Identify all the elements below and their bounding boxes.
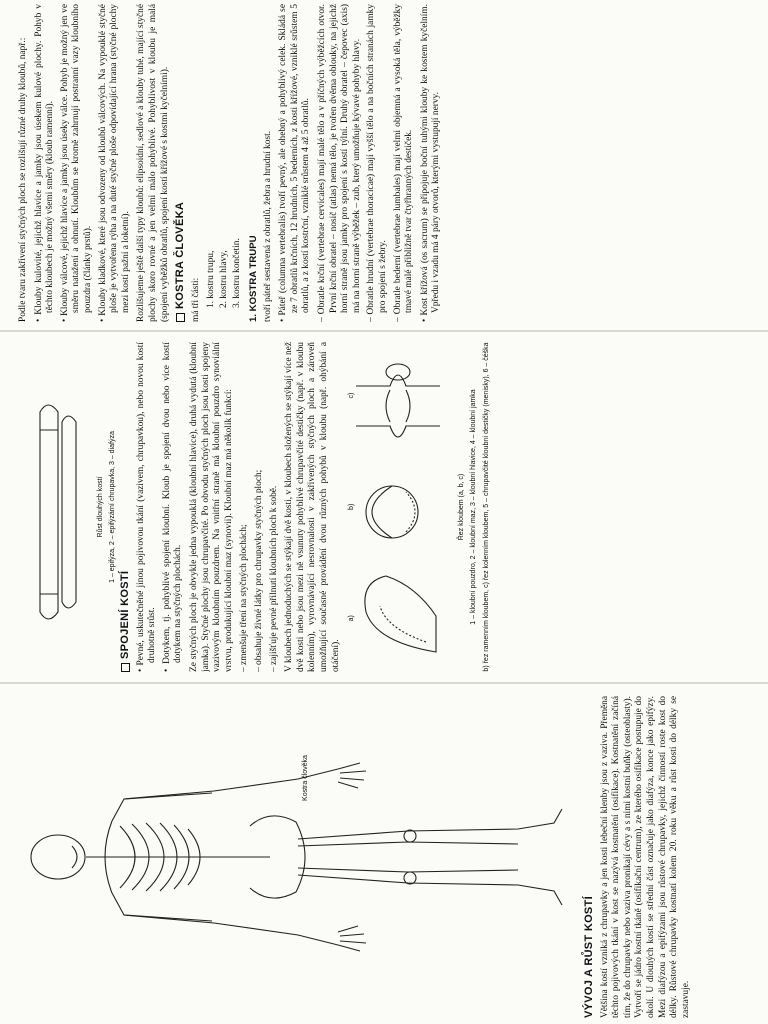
vertebrae-list — [317, 4, 416, 322]
connection-type-item: • Pevné, uskutečněné jinou pojivovou tkání (vazivem, chrupavkou), nebo novou kostí druhotně srůst. — [136, 342, 159, 672]
page-fold-line — [0, 682, 768, 684]
joint-types-list — [34, 4, 133, 322]
joint-types-intro: Podle tvaru zakřivení styčných ploch se rozlišují různé druhy kloubů, např.: — [18, 37, 28, 322]
synovia-function-item: – obsahuje živné látky pro chrupavky styčných ploch; — [254, 342, 266, 672]
bone-growth-caption-title: Růst dlouhých kostí — [96, 476, 104, 538]
section-heading-bone-growth: VÝVOJ A RŮST KOSTÍ — [583, 896, 595, 1018]
joint-caption-extra: b) řez ramenním kloubem, c) řez kolenním kloubem, 5 – chrupavčité kloubní destičky (menisky), 6 – čéška — [482, 342, 490, 672]
vertebra-item: – Obratle krční (vertebrae cervicales) mají malé tělo a v příčných výběžcích otvor. První krční obratel – nosič (atlas) nemá tělo, je tvořen dvěma oblouky, na jejichž horní straně jsou jamky pro spojení s kostí týlní. Druhý obratel – čepovec (axis) má na horní straně výběžek – zub, který umožňuje kývavé pohyby hlavy. — [317, 4, 363, 322]
joint-type-item: • Klouby kulovité, jejichž hlavice a jamky jsou úsekem kulové plochy. Pohyb v těchto kloubech je možný všemi směry (kloub ramenní). — [34, 4, 57, 322]
vertebra-item: – Obratle hrudní (vertebrae thoracicae) mají vyšší tělo a na bočních stranách jamky pro spojení s žebry. — [366, 4, 389, 322]
bone-growth-paragraph: Většina kostí vzniká z chrupavky a jen kosti lebeční klenby jsou z vaziva. Přeměna těchto pojivových tkání v kost se nazývá kostnatění (osifikace). Kostnatění začíná tím, že do chrupavky nebo vaziva pronikají cévy a s nimi kostní buňky (osteoblasty). Vytvoří se jádro kostní tkáně (osifikační centrum), ze kterého osifikace postupuje do okolí. U dlouhých kostí se střední část označuje jako diafýza, konce jako epifýzy. Mezi diafýzou a epifýzami jsou růstové chrupavky, jejichž činností roste kost do délky. Růstové chrupavky kostnatí kolem 20. roku věku a růst kosti do délky se zastavuje. — [599, 696, 691, 1018]
long-bone-growth-figure — [20, 342, 116, 672]
connection-type-item: • Dotykem, tj. pohyblivé spojení kloubní. Kloub je spojení dvou nebo více kostí dotykem na styčných plochách. — [162, 342, 185, 672]
joint-structure-paragraph: Ze styčných ploch je obvykle jedna vypouklá (kloubní hlavice), druhá vydutá (kloubní jamka). Styčné plochy jsou chrupavčité. Po obvodu styčných ploch jsou kosti spojeny vazivovým kloubním pouzdrem. Na vnitřní straně má kloubní pouzdro synoviální vrstvu, produkující kloubní maz (synovii). Kloubní maz má několik funkcí: — [188, 342, 234, 672]
sacrum-list — [420, 4, 443, 322]
human-skeleton-drawing — [20, 696, 580, 1018]
synovia-functions-list — [239, 342, 280, 672]
joint-type-item: • Klouby kladkové, které jsou odvozeny od kloubů válcových. Na vypouklé styčné ploše je vytvořena rýha a na duté styčné ploše odpovídající hrana (styčné plochy mezi kostí pažní a loketní). — [98, 4, 133, 322]
synovia-function-item: – zmenšuje tření na styčných plochách; — [239, 342, 251, 672]
section-heading-bone-joints — [120, 342, 132, 672]
vertebra-item: – Obratle bederní (vertebrae lumbales) mají velmi objemná a vysoká těla, výběžky tmavé malé přibližně tvar čtyřhranných destiček. — [393, 4, 416, 322]
column-skeleton-growth — [18, 696, 758, 1018]
skeleton-part-item: 2. kostru hlavy, — [218, 250, 229, 308]
section-heading-text: SPOJENÍ KOSTÍ — [119, 570, 131, 659]
spine-item: • Páteř (columna vertebralis) tvoří pevný, ale ohebný a pohyblivý celek. Skládá se ze 7 obratlů krčních, 12 hrudních, 5 bederních, z kosti křížové, vzniklé srůstem 5 obratlů, a z kostí kostrční, vzniklé srůstem 4 až 5 obratlů. — [278, 4, 313, 322]
skeleton-part-item: 3. kostru končetin. — [231, 238, 242, 308]
subheading-trunk-skeleton: 1. KOSTRA TRUPU — [248, 235, 260, 322]
checkbox-square-icon — [121, 663, 130, 672]
section-heading-text: KOSTRA ČLOVĚKA — [174, 201, 187, 309]
skeleton-parts-intro: má tři části: — [190, 277, 201, 322]
section-heading-human-skeleton — [175, 4, 187, 322]
joint-caption-parts: 1 – kloubní pouzdro, 2 – kloubní maz, 3 – kloubní hlavice, 4 – kloubní jamka — [470, 389, 478, 625]
spine-list — [278, 4, 313, 322]
skeleton-part-item: 1. kostru trupu, — [206, 250, 217, 308]
joint-complexity-paragraph: V kloubech jednoduchých se stýkají dvě kosti, v kloubech složených se stýkají více než dvě kosti nebo jsou mezi ně vsunuty pohyblivé chrupavčité destičky (např. v kloubu kolenním), vyrovnávající nesrovnalosti v zakřivených styčných ploch a zároveň umožňující současné provádění dvou různých pohybů v kloubu (např. ohýbání a otáčení). — [284, 342, 341, 672]
skeleton-caption: Kostra člověka — [302, 755, 309, 801]
bone-growth-caption-parts: 1 – epifýza, 2 – epifýzární chrupavka, 3 – diafýza — [108, 431, 116, 583]
column-joint-types-skeleton — [18, 4, 758, 322]
joint-label-c: c) — [348, 392, 356, 399]
long-bone-drawing — [20, 342, 90, 672]
joint-label-b: b) — [348, 503, 356, 510]
trunk-intro: tvoří páteř sestavená z obratlů, žebra a hrudní kost. — [262, 130, 273, 322]
joint-connection-types — [136, 342, 185, 672]
joint-type-item: • Klouby válcové, jejichž hlavice a jamky jsou úseky válce. Pohyb je možný jen ve směru natažení a ohnutí. Kloubům se kromě zahrnují postranní vazy kloubního pouzdra (články prstů). — [60, 4, 95, 322]
column-bone-joints — [18, 342, 758, 672]
sacrum-item: • Kost křížová (os sacrum) se připojuje boční tuhými klouby ke kostem kyčelním. Vpředu i vzadu má 4 páry otvorů, kterými vystupují nervy. — [420, 4, 443, 322]
checkbox-square-icon — [176, 313, 185, 322]
joint-section-drawing — [346, 342, 442, 672]
joint-caption-title: Řez kloubem (a, b, c) — [458, 473, 466, 541]
joint-section-figure — [346, 342, 456, 672]
other-joints-paragraph: Rozlišujeme ještě další typy kloubů: elipsoidní, sedlové a klouby tuhé, mající styčné plochy skoro rovné a jen velmi málo pohyblivé. Pohyblivost v kloubu je malá (spojení vyběžků obratlů, spojení kostí křížové s kostmi kyčelními). — [136, 4, 170, 322]
page-fold-line — [0, 330, 768, 332]
synovia-function-item: – zajišťuje pevné přilnutí kloubních ploch k sobě. — [269, 342, 281, 672]
human-skeleton-figure — [20, 696, 580, 1018]
skeleton-parts-list — [206, 4, 243, 308]
joint-label-a: a) — [348, 615, 356, 622]
